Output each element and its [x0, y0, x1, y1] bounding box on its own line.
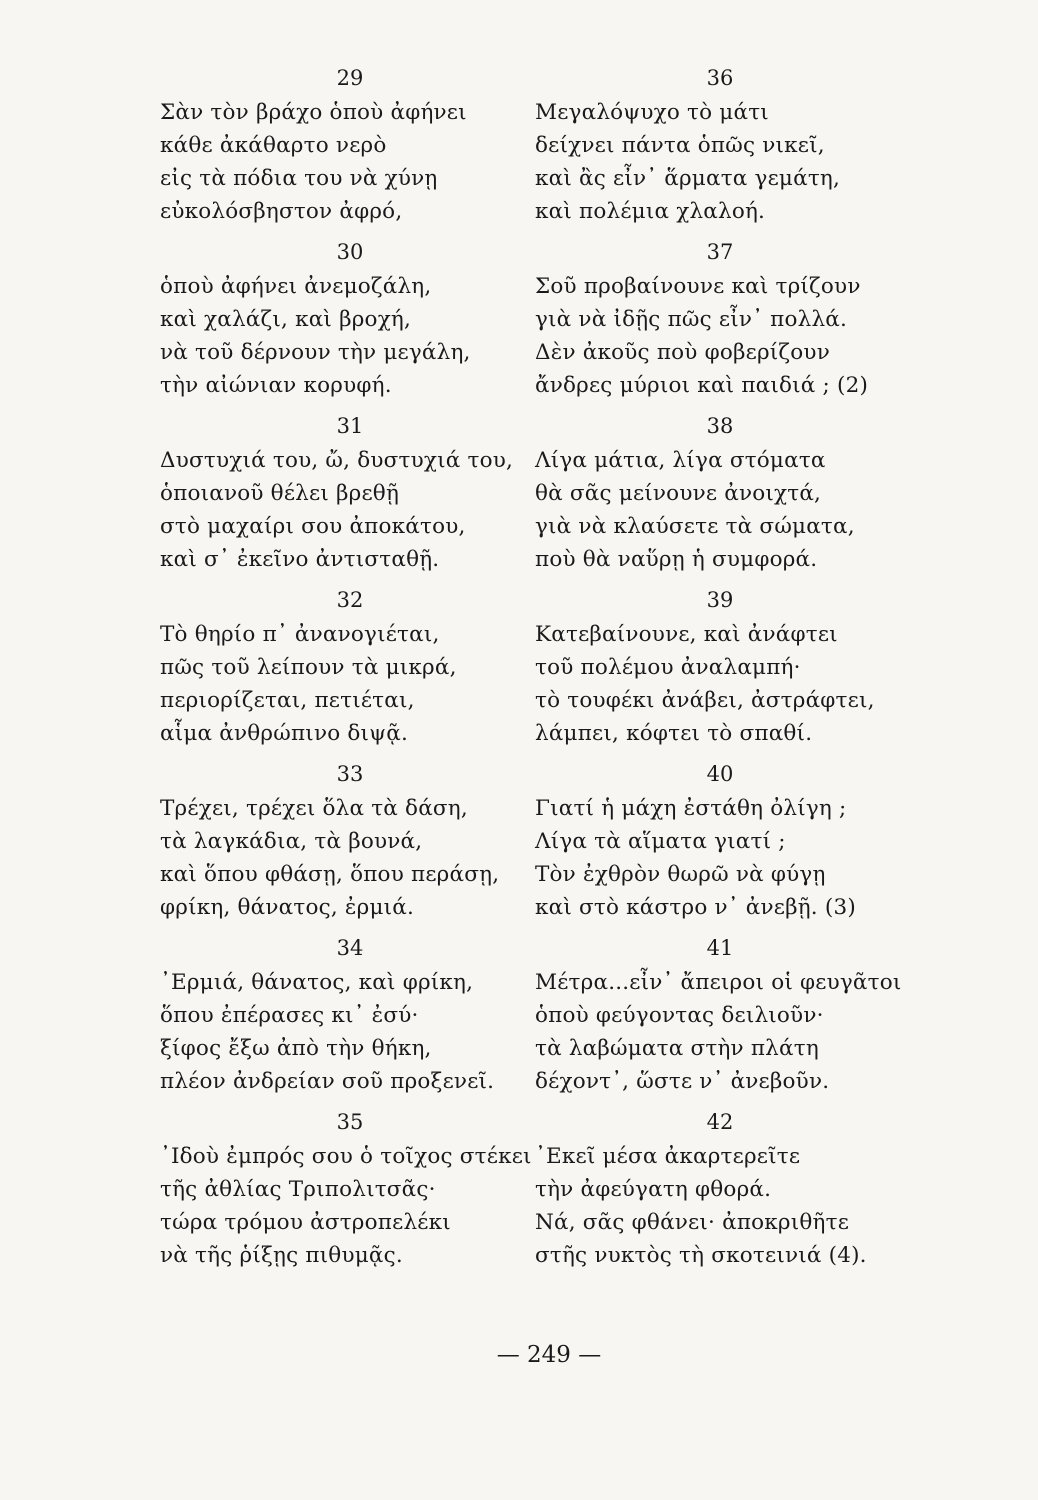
stanza-number: 39 — [706, 588, 734, 612]
stanza — [535, 1104, 915, 1278]
verse-line: φρίκη, θάνατος, ἐρμιά. — [160, 895, 415, 920]
verse-line: τὸ τουφέκι ἀνάβει, ἀστράφτει, — [535, 688, 875, 713]
verse-line: πῶς τοῦ λείπουν τὰ μικρά, — [160, 655, 457, 680]
verse-line: Λίγα τὰ αἵματα γιατί ; — [535, 829, 786, 854]
verse-line: καὶ σ᾽ ἐκεῖνο ἀντισταθῇ. — [160, 547, 440, 572]
verse-line: εἰς τὰ πόδια του νὰ χύνῃ — [160, 166, 438, 191]
page-number: — 249 — — [496, 1342, 602, 1368]
verse-line: τὰ λαβώματα στὴν πλάτη — [535, 1036, 819, 1061]
verse-line: ὁποιανοῦ θέλει βρεθῇ — [160, 481, 400, 506]
stanza — [535, 756, 915, 930]
verse-line: ἄνδρες μύριοι καὶ παιδιά ; (2) — [535, 373, 869, 398]
stanza-number: 37 — [706, 240, 734, 264]
verse-line: ὁποὺ ἀφήνει ἀνεμοζάλη, — [160, 274, 432, 299]
verse-line: τὴν αἰώνιαν κορυφή. — [160, 373, 392, 398]
stanza — [535, 930, 915, 1104]
verse-line: Τὸ θηρίο π᾽ ἀνανογιέται, — [160, 622, 440, 647]
verse-line: ὅπου ἐπέρασες κι᾽ ἐσύ· — [160, 1003, 419, 1028]
verse-line: κάθε ἀκάθαρτο νερὸ — [160, 133, 387, 158]
verse-line: γιὰ νὰ κλαύσετε τὰ σώματα, — [535, 514, 855, 539]
stanza — [160, 930, 540, 1104]
right-column — [535, 60, 915, 1278]
verse-line: γιὰ νὰ ἰδῇς πῶς εἶν᾽ πολλά. — [535, 307, 848, 332]
stanza-number: 34 — [336, 936, 364, 960]
verse-line: λάμπει, κόφτει τὸ σπαθί. — [535, 721, 813, 746]
stanza — [160, 234, 540, 408]
verse-line: Νά, σᾶς φθάνει· ἀποκριθῆτε — [535, 1210, 850, 1235]
verse-line: ᾽Ερμιά, θάνατος, καὶ φρίκη, — [160, 970, 474, 995]
verse-line: Σοῦ προβαίνουνε καὶ τρίζουν — [535, 274, 861, 299]
stanza — [535, 582, 915, 756]
verse-line: στῆς νυκτὸς τὴ σκοτεινιά (4). — [535, 1243, 867, 1268]
stanza — [160, 1104, 540, 1278]
verse-line: Γιατί ἡ μάχη ἐστάθη ὀλίγη ; — [535, 796, 847, 821]
stanza-number: 35 — [336, 1110, 364, 1134]
verse-line: πλέον ἀνδρείαν σοῦ προξενεῖ. — [160, 1069, 495, 1094]
verse-line: καὶ ἂς εἶν᾽ ἅρματα γεμάτη, — [535, 166, 841, 191]
verse-line: Δὲν ἀκοῦς ποὺ φοβερίζουν — [535, 340, 830, 365]
verse-line: αἷμα ἀνθρώπινο διψᾷ. — [160, 721, 408, 746]
verse-line: δέχοντ᾽, ὥστε ν᾽ ἀνεβοῦν. — [535, 1069, 830, 1094]
stanza — [535, 408, 915, 582]
verse-line: στὸ μαχαίρι σου ἀποκάτου, — [160, 514, 466, 539]
left-column — [160, 60, 540, 1278]
verse-line: περιορίζεται, πετιέται, — [160, 688, 415, 713]
stanza-number: 36 — [706, 66, 734, 90]
stanza-number: 41 — [706, 936, 734, 960]
verse-line: καὶ πολέμια χλαλοή. — [535, 199, 766, 224]
stanza — [160, 582, 540, 756]
verse-line: θὰ σᾶς μείνουνε ἀνοιχτά, — [535, 481, 822, 506]
stanza-number: 33 — [336, 762, 364, 786]
verse-line: νὰ τοῦ δέρνουν τὴν μεγάλη, — [160, 340, 471, 365]
stanza-number: 31 — [336, 414, 364, 438]
stanza-number: 30 — [336, 240, 364, 264]
verse-line: ποὺ θὰ ναὕρῃ ἡ συμφορά. — [535, 547, 818, 572]
stanza — [535, 234, 915, 408]
stanza-number: 32 — [336, 588, 364, 612]
verse-line: Τὸν ἐχθρὸν θωρῶ νὰ φύγῃ — [535, 862, 826, 887]
verse-line: νὰ τῆς ῥίξῃς πιθυμᾷς. — [160, 1243, 403, 1268]
stanza — [160, 60, 540, 234]
verse-line: Σὰν τὸν βράχο ὁποὺ ἀφήνει — [160, 100, 467, 125]
verse-line: Λίγα μάτια, λίγα στόματα — [535, 448, 826, 473]
stanza-number: 40 — [706, 762, 734, 786]
verse-line: ᾽Εκεῖ μέσα ἀκαρτερεῖτε — [535, 1144, 801, 1169]
verse-line: Κατεβαίνουνε, καὶ ἀνάφτει — [535, 622, 838, 647]
stanza — [535, 60, 915, 234]
verse-line: ξίφος ἔξω ἀπὸ τὴν θήκη, — [160, 1036, 432, 1061]
verse-line: δείχνει πάντα ὁπῶς νικεῖ, — [535, 133, 825, 158]
verse-line: καὶ ὅπου φθάσῃ, ὅπου περάσῃ, — [160, 862, 500, 887]
verse-line: ᾽Ιδοὺ ἐμπρός σου ὁ τοῖχος στέκει — [160, 1144, 532, 1169]
verse-line: εὐκολόσβηστον ἀφρό, — [160, 199, 403, 224]
verse-line: Τρέχει, τρέχει ὅλα τὰ δάση, — [160, 796, 468, 821]
verse-line: ὁποὺ φεύγοντας δειλιοῦν· — [535, 1003, 824, 1028]
stanza-number: 38 — [706, 414, 734, 438]
stanza — [160, 408, 540, 582]
verse-line: καὶ χαλάζι, καὶ βροχή, — [160, 307, 412, 332]
verse-line: Δυστυχιά του, ὤ, δυστυχιά του, — [160, 448, 514, 473]
verse-line: τὰ λαγκάδια, τὰ βουνά, — [160, 829, 423, 854]
stanza — [160, 756, 540, 930]
verse-line: Μέτρα...εἶν᾽ ἄπειροι οἱ φευγᾶτοι — [535, 970, 902, 995]
verse-line: τῆς ἀθλίας Τριπολιτσᾶς· — [160, 1177, 436, 1202]
verse-line: τὴν ἀφεύγατη φθορά. — [535, 1177, 772, 1202]
verse-line: τοῦ πολέμου ἀναλαμπή· — [535, 655, 801, 680]
verse-line: καὶ στὸ κάστρο ν᾽ ἀνεβῇ. (3) — [535, 895, 856, 920]
stanza-number: 29 — [336, 66, 364, 90]
verse-line: τώρα τρόμου ἀστροπελέκι — [160, 1210, 451, 1235]
stanza-number: 42 — [706, 1110, 734, 1134]
verse-line: Μεγαλόψυχο τὸ μάτι — [535, 100, 769, 125]
